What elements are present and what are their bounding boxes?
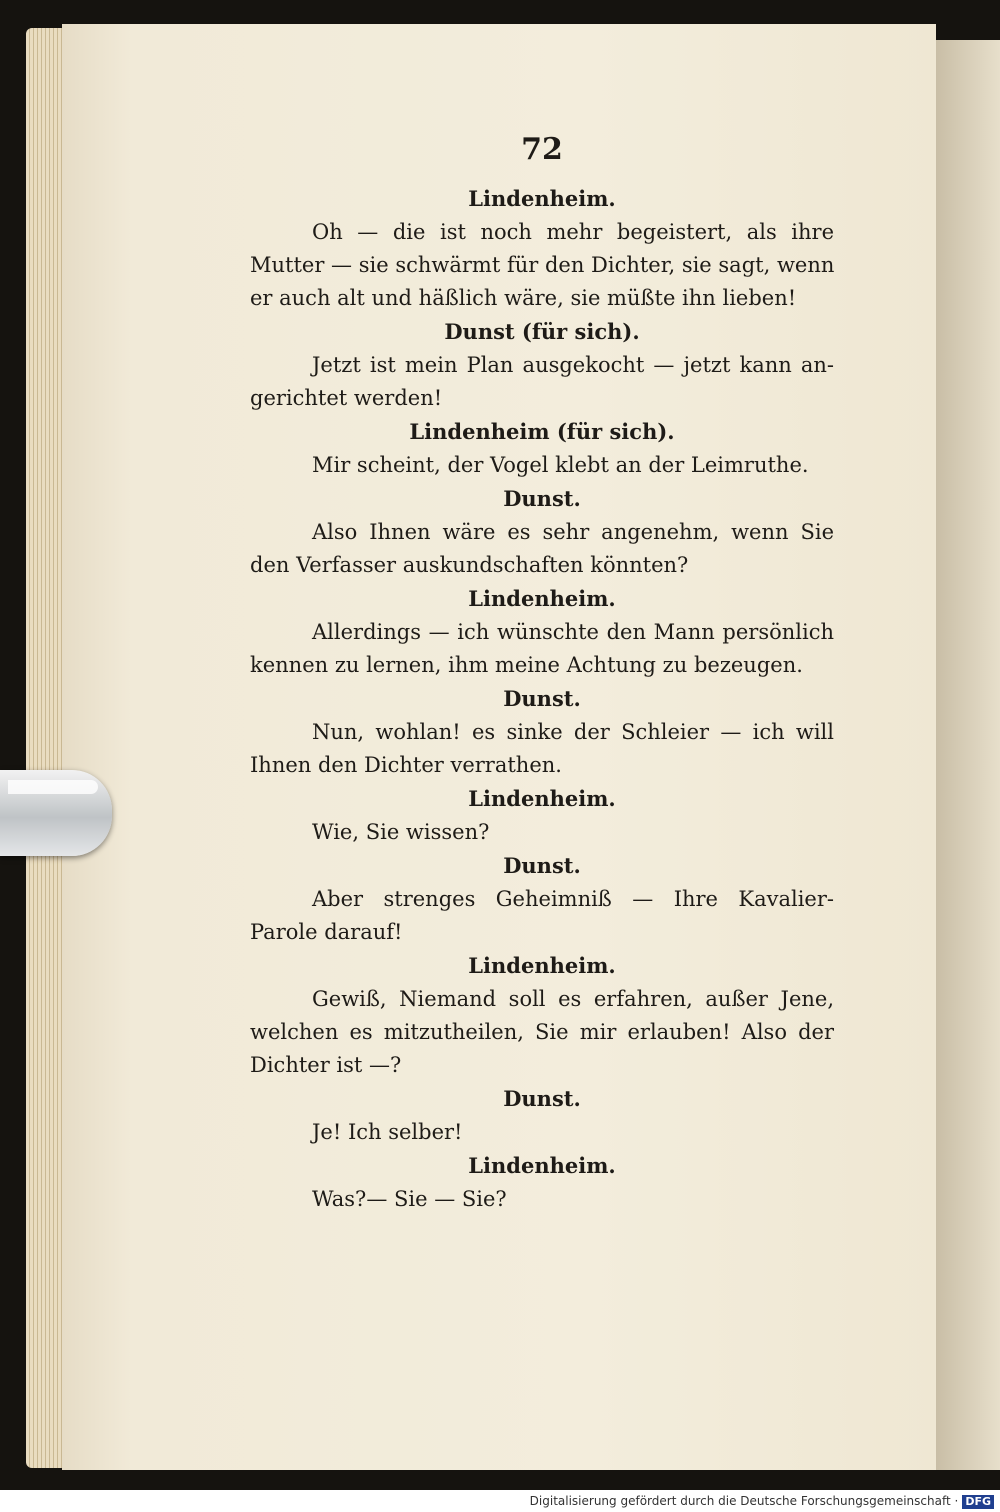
text-line: den Verfasser auskundschaften könnten? [250,553,689,577]
text-line: kennen zu lernen, ihm meine Achtung zu bezeugen. [250,653,803,677]
text-line: Was?— Sie — Sie? [312,1187,507,1211]
dialogue-paragraph [250,1183,834,1216]
text-line: Wie, Sie wissen? [312,820,490,844]
dialogue-paragraph [250,883,834,949]
speaker-name: Dunst (für sich). [444,319,640,344]
text-line: er auch alt und häßlich wäre, sie müßte ihn lieben! [250,286,797,310]
page-clip [0,770,112,856]
facing-page-edge [936,40,1000,1470]
speaker-name: Dunst. [503,686,581,711]
dialogue-paragraph [250,616,834,682]
text-line: Oh — die ist noch mehr begeistert, als ihre [312,220,834,244]
text-line: Jetzt ist mein Plan ausgekocht — jetzt kann an- [312,353,834,377]
text-line: Aber strenges Geheimniß — Ihre Kavalier- [312,887,834,911]
speaker-name: Lindenheim. [468,586,616,611]
footer-credit-text: Digitalisierung gefördert durch die Deutsche Forschungsgemeinschaft · [529,1494,959,1508]
text-line: Also Ihnen wäre es sehr angenehm, wenn Sie [312,520,834,544]
speaker-name: Lindenheim. [468,953,616,978]
text-line: Ihnen den Dichter verrathen. [250,753,562,777]
speaker-name: Dunst. [503,486,581,511]
page-text [250,130,834,1216]
text-line: Gewiß, Niemand soll es erfahren, außer Jene, [312,987,834,1011]
page-number: 72 [521,132,563,167]
dialogue-paragraph [250,349,834,415]
text-line: Je! Ich selber! [312,1120,463,1144]
text-line: Parole darauf! [250,920,403,944]
speaker-name: Lindenheim (für sich). [409,419,675,444]
text-line: Mutter — sie schwärmt für den Dichter, sie sagt, wenn [250,253,834,277]
speaker-name: Lindenheim. [468,1153,616,1178]
dfg-logo-icon: DFG [962,1495,994,1509]
speaker-name: Dunst. [503,853,581,878]
text-line: Dichter ist —? [250,1053,402,1077]
speaker-name: Lindenheim. [468,786,616,811]
footer-credit [0,1490,1000,1512]
text-line: welchen es mitzutheilen, Sie mir erlauben! Also der [250,1020,834,1044]
dialogue-content [250,182,834,1216]
dialogue-paragraph [250,1116,834,1149]
dialogue-paragraph [250,449,834,482]
text-line: Allerdings — ich wünschte den Mann persönlich [312,620,834,644]
dialogue-paragraph [250,983,834,1082]
dialogue-paragraph [250,816,834,849]
text-line: Mir scheint, der Vogel klebt an der Leimruthe. [312,453,809,477]
speaker-name: Dunst. [503,1086,581,1111]
dialogue-paragraph [250,216,834,315]
text-line: Nun, wohlan! es sinke der Schleier — ich will [312,720,834,744]
speaker-name: Lindenheim. [468,186,616,211]
text-line: gerichtet werden! [250,386,443,410]
dialogue-paragraph [250,716,834,782]
dialogue-paragraph [250,516,834,582]
